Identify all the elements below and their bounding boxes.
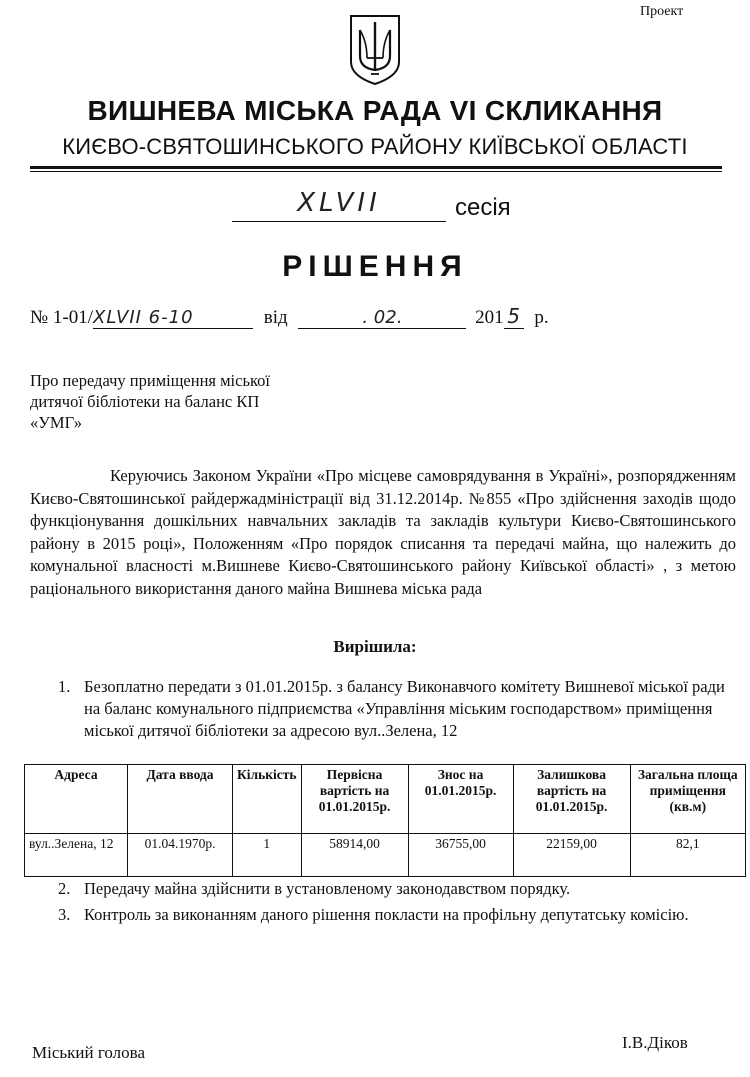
decision-number-row — [30, 304, 549, 329]
session-label: сесія — [455, 194, 511, 221]
table-header-cell: Залишкова вартість на 01.01.2015р. — [513, 765, 630, 834]
signatory-name: І.В.Діков — [622, 1033, 688, 1052]
table-cell: 1 — [233, 834, 302, 877]
asset-table — [24, 764, 746, 877]
table-row — [25, 834, 746, 877]
table-header-cell: Кількість — [233, 765, 302, 834]
decision-date-handwritten: . 02. — [298, 307, 466, 329]
table-header-cell: Знос на 01.01.2015р. — [408, 765, 513, 834]
signatory-role: Міський голова — [32, 1043, 145, 1062]
decision-year-digit: 5 — [504, 304, 524, 329]
table-header-cell: Первісна вартість на 01.01.2015р. — [301, 765, 408, 834]
table-header-row — [25, 765, 746, 834]
table-cell: 22159,00 — [513, 834, 630, 877]
table-header-cell: Адреса — [25, 765, 128, 834]
session-underline — [232, 221, 446, 222]
list-item-text: Передачу майна здійснити в установленому законодавством порядку. — [84, 879, 571, 898]
decision-year-suffix: р. — [534, 307, 549, 328]
trident-emblem-icon — [347, 12, 403, 86]
table-header-cell: Дата ввода — [128, 765, 233, 834]
list-item — [58, 904, 738, 950]
list-item — [58, 676, 738, 746]
list-item-number: 1. — [58, 677, 71, 696]
table-cell: 58914,00 — [301, 834, 408, 877]
list-item-number: 2. — [58, 879, 71, 898]
list-item-number: 3. — [58, 905, 71, 924]
decision-year-prefix: 201 — [475, 307, 504, 328]
resolved-heading: Вирішила: — [333, 637, 417, 656]
decision-number-prefix: № 1-01/ — [30, 307, 93, 328]
decision-number-handwritten: XLVII 6-10 — [93, 307, 253, 329]
document-title: РІШЕННЯ — [282, 250, 468, 283]
preamble-paragraph: Керуючись Законом України «Про місцеве самоврядування в Україні», розпорядженням Києво-Святошинської райдержадміністрації від 31.12.2014р. №855 «Про здійснення заходів щодо функціонування дошкільних навчальних закладів та закладів культури Києво-Святошинського району в 2015 році», Положенням «Про порядок списання та передачі майна, що належить до комунальної власності м.Вишневе Києво-Святошинського району Київської області» , з метою раціонального використання даного майна Вишнева міська рада — [30, 466, 736, 598]
table-cell: 82,1 — [630, 834, 745, 877]
table-cell: вул..Зелена, 12 — [25, 834, 128, 877]
decision-subject: Про передачу приміщення міської дитячої бібліотеки на баланс КП «УМГ» — [30, 371, 271, 432]
header-divider — [30, 166, 722, 169]
council-district: КИЄВО-СВЯТОШИНСЬКОГО РАЙОНУ КИЇВСЬКОЇ ОБЛАСТІ — [62, 134, 688, 159]
table-header-cell: Загальна площа приміщення (кв.м) — [630, 765, 745, 834]
decision-from-label: від — [263, 307, 288, 328]
table-cell: 01.04.1970р. — [128, 834, 233, 877]
list-item-text: Контроль за виконанням даного рішення покласти на профільну депутатську комісію. — [84, 905, 689, 924]
list-item-text: Безоплатно передати з 01.01.2015р. з балансу Виконавчого комітету Вишневої міської ради на баланс комунального підприємства «Управління міським господарством» приміщення міської дитячої бібліотеки за адресою вул..Зелена, 12 — [84, 677, 725, 740]
table-cell: 36755,00 — [408, 834, 513, 877]
header-divider-thin — [30, 171, 722, 172]
council-title: ВИШНЕВА МІСЬКА РАДА VI СКЛИКАННЯ — [87, 95, 663, 126]
session-number: XLVII — [297, 188, 381, 218]
draft-mark: Проект — [640, 4, 684, 19]
